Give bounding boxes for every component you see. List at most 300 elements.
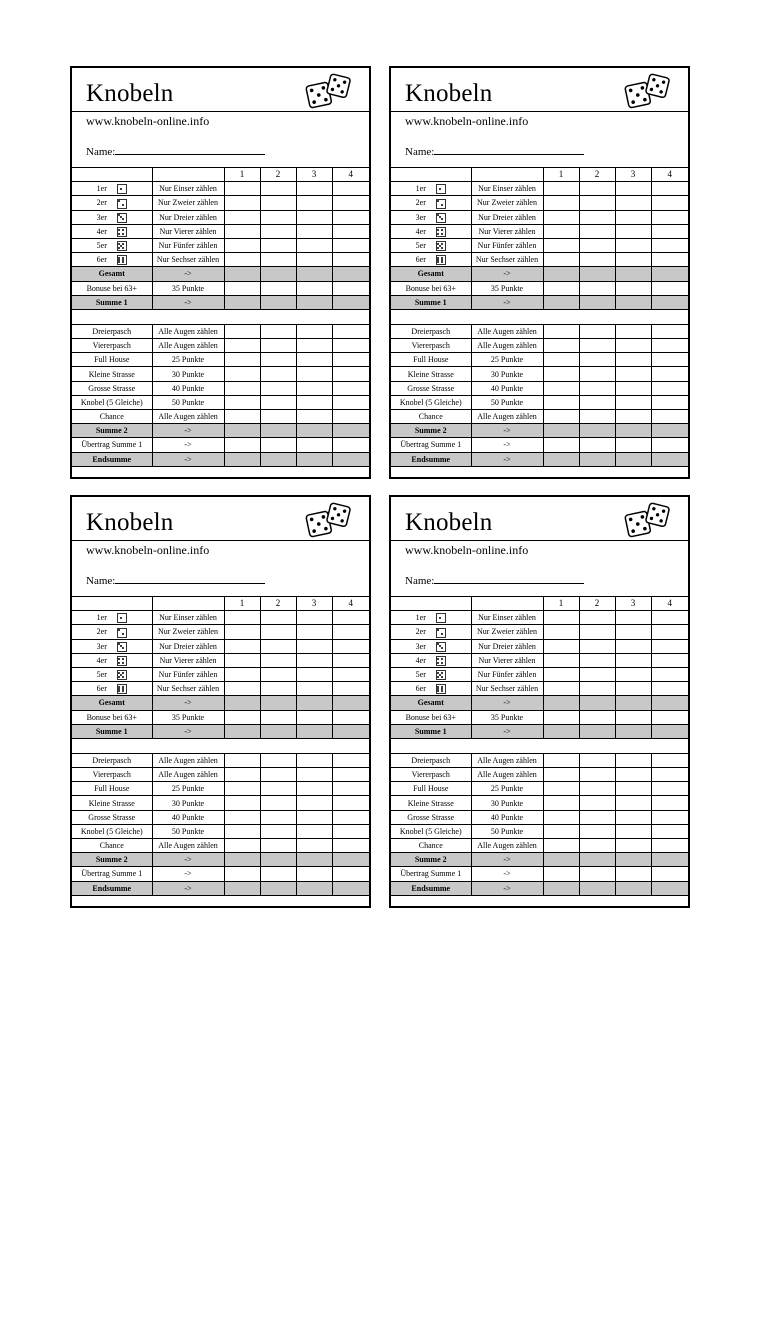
score-cell[interactable] <box>224 724 260 738</box>
score-cell[interactable] <box>543 696 579 710</box>
score-cell[interactable] <box>579 653 615 667</box>
score-cell[interactable] <box>543 395 579 409</box>
score-cell[interactable] <box>543 224 579 238</box>
score-cell[interactable] <box>260 210 296 224</box>
score-cell[interactable] <box>543 625 579 639</box>
score-cell[interactable] <box>579 839 615 853</box>
score-cell[interactable] <box>579 339 615 353</box>
score-cell[interactable] <box>615 682 651 696</box>
score-cell[interactable] <box>332 324 369 338</box>
score-cell[interactable] <box>332 438 369 452</box>
score-cell[interactable] <box>651 381 688 395</box>
score-cell[interactable] <box>615 210 651 224</box>
score-cell[interactable] <box>296 724 332 738</box>
score-cell[interactable] <box>260 281 296 295</box>
score-cell[interactable] <box>296 295 332 309</box>
score-cell[interactable] <box>260 768 296 782</box>
score-cell[interactable] <box>332 710 369 724</box>
score-cell[interactable] <box>260 724 296 738</box>
score-cell[interactable] <box>224 839 260 853</box>
score-cell[interactable] <box>260 395 296 409</box>
score-cell[interactable] <box>296 224 332 238</box>
score-cell[interactable] <box>224 196 260 210</box>
score-cell[interactable] <box>543 667 579 681</box>
score-cell[interactable] <box>543 768 579 782</box>
name-input-line[interactable] <box>434 572 584 584</box>
score-cell[interactable] <box>224 753 260 767</box>
score-cell[interactable] <box>651 395 688 409</box>
score-cell[interactable] <box>224 339 260 353</box>
score-cell[interactable] <box>260 653 296 667</box>
score-cell[interactable] <box>615 824 651 838</box>
score-cell[interactable] <box>579 639 615 653</box>
score-cell[interactable] <box>332 353 369 367</box>
score-cell[interactable] <box>615 639 651 653</box>
score-cell[interactable] <box>579 353 615 367</box>
name-field[interactable] <box>405 572 584 587</box>
score-cell[interactable] <box>651 438 688 452</box>
score-cell[interactable] <box>260 367 296 381</box>
score-cell[interactable] <box>260 639 296 653</box>
score-cell[interactable] <box>651 696 688 710</box>
score-cell[interactable] <box>296 339 332 353</box>
score-cell[interactable] <box>332 238 369 252</box>
score-cell[interactable] <box>224 410 260 424</box>
score-cell[interactable] <box>543 210 579 224</box>
score-cell[interactable] <box>579 253 615 267</box>
score-cell[interactable] <box>260 625 296 639</box>
score-cell[interactable] <box>332 810 369 824</box>
score-cell[interactable] <box>260 753 296 767</box>
score-cell[interactable] <box>651 238 688 252</box>
score-cell[interactable] <box>543 867 579 881</box>
score-cell[interactable] <box>260 810 296 824</box>
score-cell[interactable] <box>579 381 615 395</box>
score-cell[interactable] <box>543 853 579 867</box>
score-cell[interactable] <box>296 210 332 224</box>
score-cell[interactable] <box>224 653 260 667</box>
score-cell[interactable] <box>543 639 579 653</box>
name-field[interactable] <box>405 143 584 158</box>
score-cell[interactable] <box>651 410 688 424</box>
score-cell[interactable] <box>543 653 579 667</box>
score-cell[interactable] <box>543 367 579 381</box>
score-cell[interactable] <box>260 438 296 452</box>
score-cell[interactable] <box>260 224 296 238</box>
score-cell[interactable] <box>543 710 579 724</box>
score-cell[interactable] <box>615 881 651 895</box>
score-cell[interactable] <box>332 210 369 224</box>
score-cell[interactable] <box>651 625 688 639</box>
score-cell[interactable] <box>615 867 651 881</box>
score-cell[interactable] <box>651 881 688 895</box>
score-cell[interactable] <box>615 667 651 681</box>
score-cell[interactable] <box>296 367 332 381</box>
score-cell[interactable] <box>651 339 688 353</box>
score-cell[interactable] <box>296 796 332 810</box>
score-cell[interactable] <box>296 438 332 452</box>
score-cell[interactable] <box>332 796 369 810</box>
score-cell[interactable] <box>260 667 296 681</box>
score-cell[interactable] <box>615 238 651 252</box>
score-cell[interactable] <box>543 339 579 353</box>
score-cell[interactable] <box>260 696 296 710</box>
score-cell[interactable] <box>615 853 651 867</box>
score-cell[interactable] <box>296 639 332 653</box>
score-cell[interactable] <box>543 238 579 252</box>
score-cell[interactable] <box>260 182 296 196</box>
score-cell[interactable] <box>224 796 260 810</box>
score-cell[interactable] <box>579 182 615 196</box>
score-cell[interactable] <box>332 196 369 210</box>
score-cell[interactable] <box>296 381 332 395</box>
score-cell[interactable] <box>332 224 369 238</box>
score-cell[interactable] <box>296 682 332 696</box>
score-cell[interactable] <box>579 438 615 452</box>
score-cell[interactable] <box>615 353 651 367</box>
score-cell[interactable] <box>615 625 651 639</box>
score-cell[interactable] <box>260 611 296 625</box>
score-cell[interactable] <box>224 224 260 238</box>
score-cell[interactable] <box>332 696 369 710</box>
score-cell[interactable] <box>224 768 260 782</box>
score-cell[interactable] <box>651 782 688 796</box>
score-cell[interactable] <box>224 381 260 395</box>
score-cell[interactable] <box>543 839 579 853</box>
score-cell[interactable] <box>332 853 369 867</box>
score-cell[interactable] <box>579 667 615 681</box>
score-cell[interactable] <box>332 782 369 796</box>
score-cell[interactable] <box>260 853 296 867</box>
score-cell[interactable] <box>224 710 260 724</box>
score-cell[interactable] <box>224 295 260 309</box>
score-cell[interactable] <box>332 452 369 466</box>
score-cell[interactable] <box>579 796 615 810</box>
score-cell[interactable] <box>224 625 260 639</box>
score-cell[interactable] <box>224 210 260 224</box>
score-cell[interactable] <box>579 281 615 295</box>
score-cell[interactable] <box>651 611 688 625</box>
score-cell[interactable] <box>543 724 579 738</box>
score-cell[interactable] <box>260 410 296 424</box>
score-cell[interactable] <box>615 410 651 424</box>
score-cell[interactable] <box>332 881 369 895</box>
score-cell[interactable] <box>651 824 688 838</box>
score-cell[interactable] <box>651 639 688 653</box>
score-cell[interactable] <box>224 324 260 338</box>
score-cell[interactable] <box>651 653 688 667</box>
score-cell[interactable] <box>543 782 579 796</box>
score-cell[interactable] <box>651 810 688 824</box>
score-cell[interactable] <box>296 238 332 252</box>
score-cell[interactable] <box>332 824 369 838</box>
score-cell[interactable] <box>296 853 332 867</box>
score-cell[interactable] <box>651 768 688 782</box>
score-cell[interactable] <box>615 395 651 409</box>
score-cell[interactable] <box>260 196 296 210</box>
score-cell[interactable] <box>332 410 369 424</box>
score-cell[interactable] <box>332 281 369 295</box>
score-cell[interactable] <box>332 267 369 281</box>
score-cell[interactable] <box>543 753 579 767</box>
score-cell[interactable] <box>224 238 260 252</box>
name-field[interactable] <box>86 572 265 587</box>
score-cell[interactable] <box>615 782 651 796</box>
score-cell[interactable] <box>543 452 579 466</box>
score-cell[interactable] <box>296 824 332 838</box>
score-cell[interactable] <box>579 424 615 438</box>
score-cell[interactable] <box>543 438 579 452</box>
score-cell[interactable] <box>224 782 260 796</box>
score-cell[interactable] <box>296 281 332 295</box>
score-cell[interactable] <box>579 224 615 238</box>
score-cell[interactable] <box>224 438 260 452</box>
score-cell[interactable] <box>651 682 688 696</box>
score-cell[interactable] <box>332 295 369 309</box>
score-cell[interactable] <box>651 452 688 466</box>
score-cell[interactable] <box>296 867 332 881</box>
score-cell[interactable] <box>651 253 688 267</box>
score-cell[interactable] <box>260 424 296 438</box>
score-cell[interactable] <box>224 253 260 267</box>
score-cell[interactable] <box>224 353 260 367</box>
score-cell[interactable] <box>651 867 688 881</box>
score-cell[interactable] <box>260 339 296 353</box>
score-cell[interactable] <box>651 353 688 367</box>
score-cell[interactable] <box>296 424 332 438</box>
score-cell[interactable] <box>332 867 369 881</box>
score-cell[interactable] <box>651 224 688 238</box>
score-cell[interactable] <box>332 253 369 267</box>
score-cell[interactable] <box>543 424 579 438</box>
score-cell[interactable] <box>615 267 651 281</box>
score-cell[interactable] <box>579 395 615 409</box>
score-cell[interactable] <box>224 867 260 881</box>
score-cell[interactable] <box>651 295 688 309</box>
score-cell[interactable] <box>543 196 579 210</box>
score-cell[interactable] <box>260 295 296 309</box>
score-cell[interactable] <box>332 653 369 667</box>
score-cell[interactable] <box>224 611 260 625</box>
score-cell[interactable] <box>296 410 332 424</box>
score-cell[interactable] <box>224 367 260 381</box>
score-cell[interactable] <box>224 424 260 438</box>
score-cell[interactable] <box>615 381 651 395</box>
score-cell[interactable] <box>615 367 651 381</box>
score-cell[interactable] <box>332 339 369 353</box>
score-cell[interactable] <box>543 410 579 424</box>
score-cell[interactable] <box>615 710 651 724</box>
score-cell[interactable] <box>651 853 688 867</box>
score-cell[interactable] <box>260 253 296 267</box>
score-cell[interactable] <box>332 639 369 653</box>
name-input-line[interactable] <box>115 143 265 155</box>
score-cell[interactable] <box>579 238 615 252</box>
score-cell[interactable] <box>651 796 688 810</box>
score-cell[interactable] <box>260 381 296 395</box>
score-cell[interactable] <box>260 710 296 724</box>
score-cell[interactable] <box>615 768 651 782</box>
score-cell[interactable] <box>651 182 688 196</box>
score-cell[interactable] <box>224 639 260 653</box>
score-cell[interactable] <box>296 710 332 724</box>
score-cell[interactable] <box>579 210 615 224</box>
score-cell[interactable] <box>296 452 332 466</box>
score-cell[interactable] <box>579 768 615 782</box>
score-cell[interactable] <box>296 782 332 796</box>
score-cell[interactable] <box>543 682 579 696</box>
score-cell[interactable] <box>332 424 369 438</box>
score-cell[interactable] <box>332 724 369 738</box>
score-cell[interactable] <box>296 267 332 281</box>
score-cell[interactable] <box>260 353 296 367</box>
score-cell[interactable] <box>579 881 615 895</box>
score-cell[interactable] <box>260 796 296 810</box>
score-cell[interactable] <box>579 710 615 724</box>
score-cell[interactable] <box>651 324 688 338</box>
score-cell[interactable] <box>332 182 369 196</box>
score-cell[interactable] <box>651 210 688 224</box>
score-cell[interactable] <box>651 724 688 738</box>
score-cell[interactable] <box>260 824 296 838</box>
score-cell[interactable] <box>615 839 651 853</box>
name-input-line[interactable] <box>115 572 265 584</box>
score-cell[interactable] <box>615 724 651 738</box>
name-input-line[interactable] <box>434 143 584 155</box>
score-cell[interactable] <box>224 696 260 710</box>
score-cell[interactable] <box>332 768 369 782</box>
score-cell[interactable] <box>224 182 260 196</box>
score-cell[interactable] <box>543 881 579 895</box>
score-cell[interactable] <box>579 696 615 710</box>
score-cell[interactable] <box>651 367 688 381</box>
score-cell[interactable] <box>579 867 615 881</box>
score-cell[interactable] <box>579 824 615 838</box>
score-cell[interactable] <box>579 682 615 696</box>
score-cell[interactable] <box>543 267 579 281</box>
score-cell[interactable] <box>296 353 332 367</box>
score-cell[interactable] <box>543 295 579 309</box>
score-cell[interactable] <box>615 796 651 810</box>
score-cell[interactable] <box>543 324 579 338</box>
score-cell[interactable] <box>579 625 615 639</box>
score-cell[interactable] <box>332 625 369 639</box>
score-cell[interactable] <box>260 682 296 696</box>
score-cell[interactable] <box>651 281 688 295</box>
score-cell[interactable] <box>615 438 651 452</box>
score-cell[interactable] <box>579 853 615 867</box>
score-cell[interactable] <box>543 182 579 196</box>
score-cell[interactable] <box>579 810 615 824</box>
score-cell[interactable] <box>224 810 260 824</box>
score-cell[interactable] <box>260 238 296 252</box>
score-cell[interactable] <box>260 324 296 338</box>
score-cell[interactable] <box>579 267 615 281</box>
score-cell[interactable] <box>332 753 369 767</box>
score-cell[interactable] <box>615 253 651 267</box>
score-cell[interactable] <box>579 753 615 767</box>
score-cell[interactable] <box>296 253 332 267</box>
score-cell[interactable] <box>651 267 688 281</box>
score-cell[interactable] <box>615 324 651 338</box>
name-field[interactable] <box>86 143 265 158</box>
score-cell[interactable] <box>224 824 260 838</box>
score-cell[interactable] <box>224 667 260 681</box>
score-cell[interactable] <box>260 839 296 853</box>
score-cell[interactable] <box>615 810 651 824</box>
score-cell[interactable] <box>296 196 332 210</box>
score-cell[interactable] <box>579 724 615 738</box>
score-cell[interactable] <box>615 224 651 238</box>
score-cell[interactable] <box>332 381 369 395</box>
score-cell[interactable] <box>543 810 579 824</box>
score-cell[interactable] <box>296 653 332 667</box>
score-cell[interactable] <box>224 853 260 867</box>
score-cell[interactable] <box>260 867 296 881</box>
score-cell[interactable] <box>651 753 688 767</box>
score-cell[interactable] <box>543 381 579 395</box>
score-cell[interactable] <box>260 267 296 281</box>
score-cell[interactable] <box>296 182 332 196</box>
score-cell[interactable] <box>615 182 651 196</box>
score-cell[interactable] <box>296 768 332 782</box>
score-cell[interactable] <box>296 696 332 710</box>
score-cell[interactable] <box>296 667 332 681</box>
score-cell[interactable] <box>260 782 296 796</box>
score-cell[interactable] <box>543 253 579 267</box>
score-cell[interactable] <box>296 839 332 853</box>
score-cell[interactable] <box>224 395 260 409</box>
score-cell[interactable] <box>615 452 651 466</box>
score-cell[interactable] <box>224 881 260 895</box>
score-cell[interactable] <box>332 682 369 696</box>
score-cell[interactable] <box>615 339 651 353</box>
score-cell[interactable] <box>651 710 688 724</box>
score-cell[interactable] <box>579 452 615 466</box>
score-cell[interactable] <box>651 839 688 853</box>
score-cell[interactable] <box>615 653 651 667</box>
score-cell[interactable] <box>332 839 369 853</box>
score-cell[interactable] <box>296 753 332 767</box>
score-cell[interactable] <box>615 753 651 767</box>
score-cell[interactable] <box>579 367 615 381</box>
score-cell[interactable] <box>615 696 651 710</box>
score-cell[interactable] <box>260 452 296 466</box>
score-cell[interactable] <box>615 611 651 625</box>
score-cell[interactable] <box>579 410 615 424</box>
score-cell[interactable] <box>332 611 369 625</box>
score-cell[interactable] <box>543 281 579 295</box>
score-cell[interactable] <box>579 324 615 338</box>
score-cell[interactable] <box>296 611 332 625</box>
score-cell[interactable] <box>579 611 615 625</box>
score-cell[interactable] <box>296 324 332 338</box>
score-cell[interactable] <box>296 881 332 895</box>
score-cell[interactable] <box>615 424 651 438</box>
score-cell[interactable] <box>651 667 688 681</box>
score-cell[interactable] <box>651 196 688 210</box>
score-cell[interactable] <box>543 353 579 367</box>
score-cell[interactable] <box>224 281 260 295</box>
score-cell[interactable] <box>260 881 296 895</box>
score-cell[interactable] <box>615 196 651 210</box>
score-cell[interactable] <box>296 810 332 824</box>
score-cell[interactable] <box>651 424 688 438</box>
score-cell[interactable] <box>332 395 369 409</box>
score-cell[interactable] <box>615 281 651 295</box>
score-cell[interactable] <box>332 367 369 381</box>
score-cell[interactable] <box>543 824 579 838</box>
